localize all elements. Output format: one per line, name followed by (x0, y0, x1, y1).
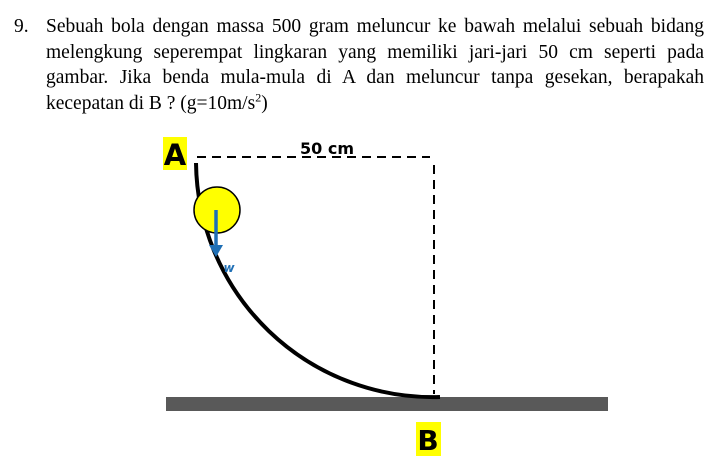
weight-arrow-head (209, 245, 223, 257)
question-text-end: ) (261, 92, 268, 114)
label-b: B (417, 424, 439, 457)
question-text-superscript: 2 (255, 90, 262, 104)
label-a: A (163, 138, 187, 172)
radius-label: 50 cm (300, 139, 354, 158)
question-text-main: Sebuah bola dengan massa 500 gram meluncur ke bawah melalui sebuah bidang melengkung seperempat lingkaran yang memiliki jari-jari 50 cm seperti pada gambar. Jika benda mula-mula di A dan meluncur tanpa gesekan, berapakah kecepatan di B ? (g=10m/s (46, 16, 704, 114)
question-number: 9. (14, 16, 29, 37)
weight-label: w (223, 261, 235, 275)
ground-surface (166, 397, 608, 411)
